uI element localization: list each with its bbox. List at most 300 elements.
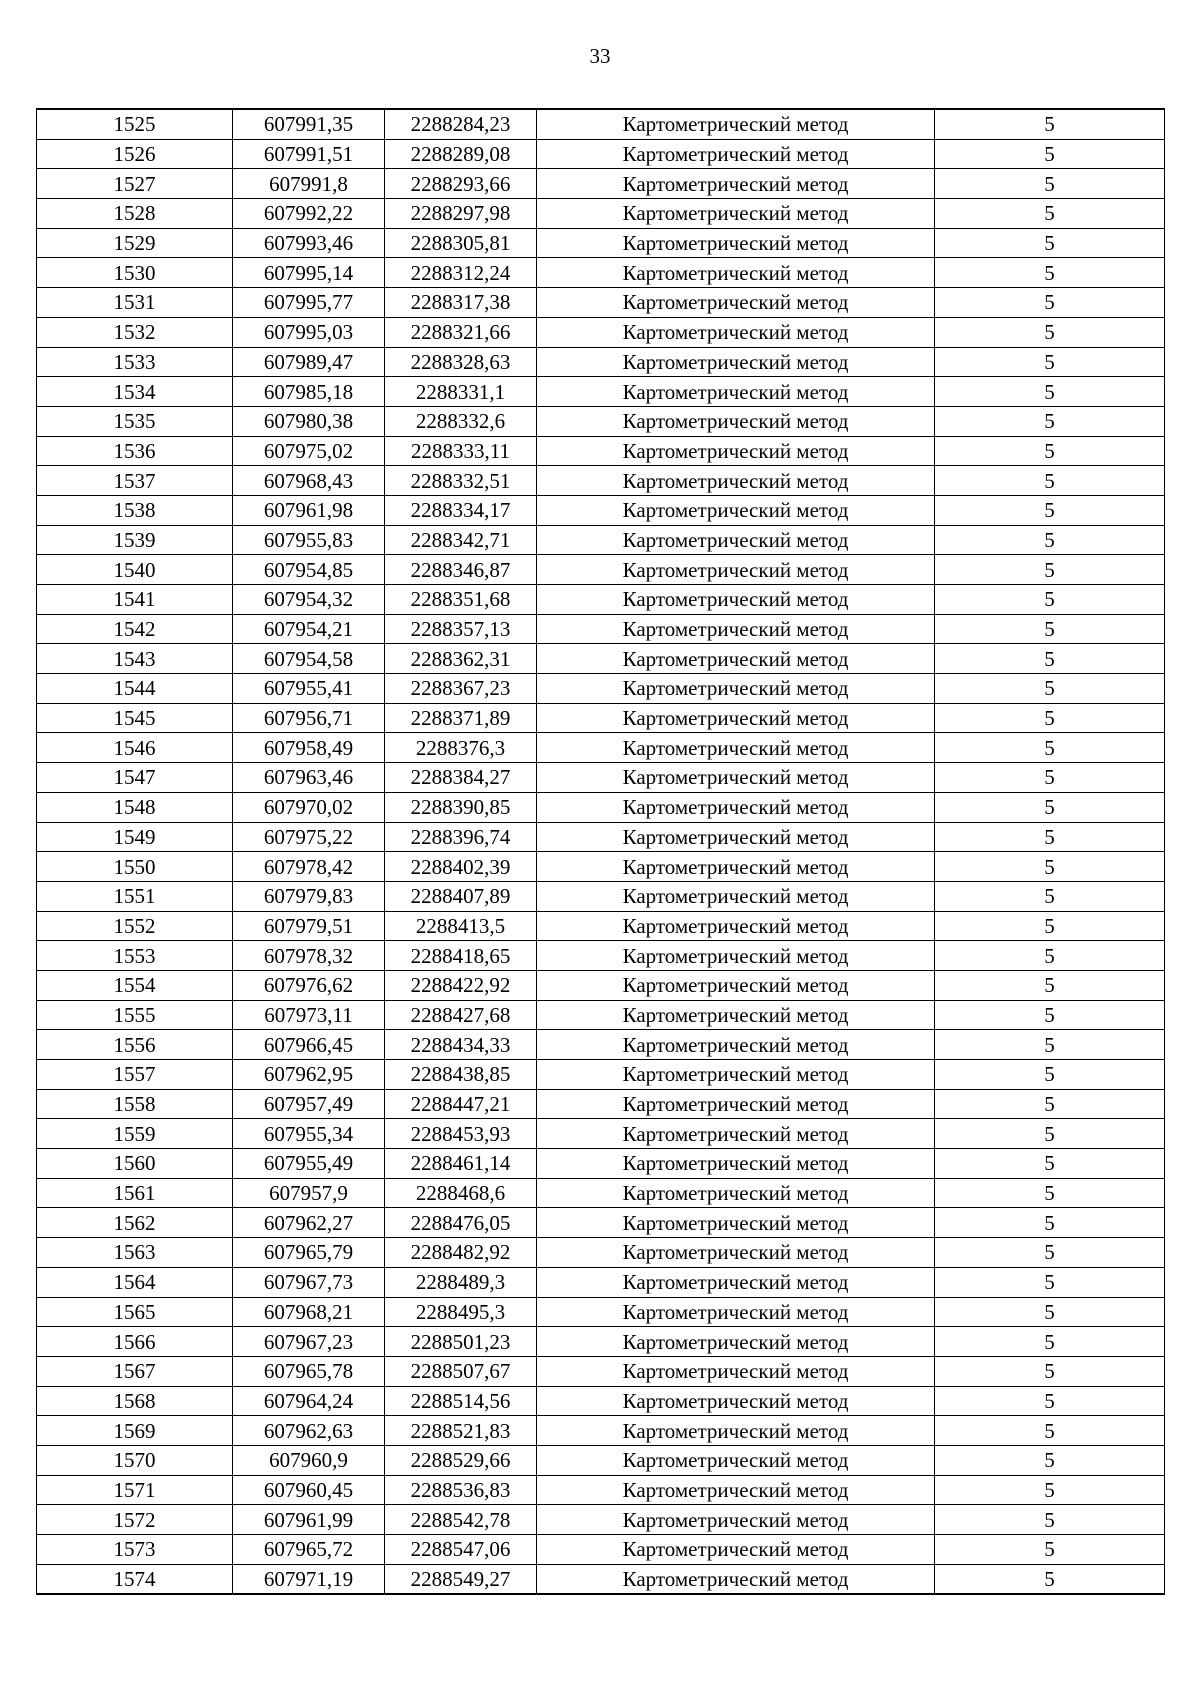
- accuracy-cell: 5: [935, 228, 1165, 258]
- table-row: [37, 1327, 1165, 1357]
- accuracy-cell: 5: [935, 970, 1165, 1000]
- x-coordinate-cell: 607955,49: [233, 1149, 385, 1179]
- method-cell: Картометрический метод: [537, 1267, 935, 1297]
- point-number-cell: 1551: [37, 881, 233, 911]
- method-cell: Картометрический метод: [537, 1535, 935, 1565]
- point-number-cell: 1570: [37, 1445, 233, 1475]
- y-coordinate-cell: 2288357,13: [385, 614, 537, 644]
- y-coordinate-cell: 2288495,3: [385, 1297, 537, 1327]
- method-cell: Картометрический метод: [537, 1356, 935, 1386]
- x-coordinate-cell: 607973,11: [233, 1000, 385, 1030]
- accuracy-cell: 5: [935, 1178, 1165, 1208]
- y-coordinate-cell: 2288427,68: [385, 1000, 537, 1030]
- method-cell: Картометрический метод: [537, 436, 935, 466]
- accuracy-cell: 5: [935, 555, 1165, 585]
- table-row: [37, 1267, 1165, 1297]
- accuracy-cell: 5: [935, 614, 1165, 644]
- point-number-cell: 1528: [37, 199, 233, 229]
- x-coordinate-cell: 607954,32: [233, 585, 385, 615]
- y-coordinate-cell: 2288333,11: [385, 436, 537, 466]
- table-row: [37, 1356, 1165, 1386]
- method-cell: Картометрический метод: [537, 1327, 935, 1357]
- point-number-cell: 1573: [37, 1535, 233, 1565]
- method-cell: Картометрический метод: [537, 555, 935, 585]
- table-row: [37, 317, 1165, 347]
- method-cell: Картометрический метод: [537, 585, 935, 615]
- point-number-cell: 1535: [37, 406, 233, 436]
- table-row: [37, 1535, 1165, 1565]
- table-row: [37, 1030, 1165, 1060]
- table-row: [37, 288, 1165, 318]
- coordinates-table: [36, 108, 1165, 1595]
- table-row: [37, 139, 1165, 169]
- x-coordinate-cell: 607978,32: [233, 941, 385, 971]
- method-cell: Картометрический метод: [537, 1119, 935, 1149]
- method-cell: Картометрический метод: [537, 258, 935, 288]
- y-coordinate-cell: 2288312,24: [385, 258, 537, 288]
- x-coordinate-cell: 607957,9: [233, 1178, 385, 1208]
- table-row: [37, 199, 1165, 229]
- point-number-cell: 1557: [37, 1060, 233, 1090]
- table-row: [37, 1564, 1165, 1594]
- point-number-cell: 1574: [37, 1564, 233, 1594]
- table-row: [37, 109, 1165, 139]
- table-row: [37, 703, 1165, 733]
- point-number-cell: 1553: [37, 941, 233, 971]
- y-coordinate-cell: 2288549,27: [385, 1564, 537, 1594]
- y-coordinate-cell: 2288461,14: [385, 1149, 537, 1179]
- accuracy-cell: 5: [935, 436, 1165, 466]
- point-number-cell: 1538: [37, 495, 233, 525]
- x-coordinate-cell: 607960,45: [233, 1475, 385, 1505]
- x-coordinate-cell: 607955,41: [233, 674, 385, 704]
- x-coordinate-cell: 607975,22: [233, 822, 385, 852]
- table-row: [37, 852, 1165, 882]
- method-cell: Картометрический метод: [537, 614, 935, 644]
- y-coordinate-cell: 2288407,89: [385, 881, 537, 911]
- x-coordinate-cell: 607954,58: [233, 644, 385, 674]
- table-row: [37, 970, 1165, 1000]
- y-coordinate-cell: 2288447,21: [385, 1089, 537, 1119]
- accuracy-cell: 5: [935, 1267, 1165, 1297]
- accuracy-cell: 5: [935, 733, 1165, 763]
- accuracy-cell: 5: [935, 347, 1165, 377]
- table-row: [37, 585, 1165, 615]
- x-coordinate-cell: 607991,35: [233, 109, 385, 139]
- method-cell: Картометрический метод: [537, 1475, 935, 1505]
- table-row: [37, 1178, 1165, 1208]
- method-cell: Картометрический метод: [537, 1297, 935, 1327]
- table-row: [37, 792, 1165, 822]
- table-row: [37, 436, 1165, 466]
- accuracy-cell: 5: [935, 109, 1165, 139]
- method-cell: Картометрический метод: [537, 1386, 935, 1416]
- accuracy-cell: 5: [935, 525, 1165, 555]
- point-number-cell: 1537: [37, 466, 233, 496]
- accuracy-cell: 5: [935, 1327, 1165, 1357]
- table-row: [37, 674, 1165, 704]
- accuracy-cell: 5: [935, 1386, 1165, 1416]
- accuracy-cell: 5: [935, 1208, 1165, 1238]
- accuracy-cell: 5: [935, 881, 1165, 911]
- method-cell: Картометрический метод: [537, 1416, 935, 1446]
- point-number-cell: 1532: [37, 317, 233, 347]
- accuracy-cell: 5: [935, 1445, 1165, 1475]
- table-row: [37, 525, 1165, 555]
- y-coordinate-cell: 2288547,06: [385, 1535, 537, 1565]
- point-number-cell: 1558: [37, 1089, 233, 1119]
- table-row: [37, 763, 1165, 793]
- y-coordinate-cell: 2288521,83: [385, 1416, 537, 1446]
- x-coordinate-cell: 607976,62: [233, 970, 385, 1000]
- x-coordinate-cell: 607957,49: [233, 1089, 385, 1119]
- x-coordinate-cell: 607968,43: [233, 466, 385, 496]
- y-coordinate-cell: 2288482,92: [385, 1238, 537, 1268]
- table-row: [37, 881, 1165, 911]
- point-number-cell: 1569: [37, 1416, 233, 1446]
- point-number-cell: 1533: [37, 347, 233, 377]
- y-coordinate-cell: 2288384,27: [385, 763, 537, 793]
- method-cell: Картометрический метод: [537, 1149, 935, 1179]
- accuracy-cell: 5: [935, 466, 1165, 496]
- method-cell: Картометрический метод: [537, 139, 935, 169]
- x-coordinate-cell: 607980,38: [233, 406, 385, 436]
- point-number-cell: 1564: [37, 1267, 233, 1297]
- y-coordinate-cell: 2288293,66: [385, 169, 537, 199]
- y-coordinate-cell: 2288476,05: [385, 1208, 537, 1238]
- accuracy-cell: 5: [935, 644, 1165, 674]
- method-cell: Картометрический метод: [537, 1208, 935, 1238]
- table-row: [37, 1475, 1165, 1505]
- x-coordinate-cell: 607954,21: [233, 614, 385, 644]
- y-coordinate-cell: 2288514,56: [385, 1386, 537, 1416]
- point-number-cell: 1554: [37, 970, 233, 1000]
- table-row: [37, 1445, 1165, 1475]
- point-number-cell: 1534: [37, 377, 233, 407]
- y-coordinate-cell: 2288501,23: [385, 1327, 537, 1357]
- method-cell: Картометрический метод: [537, 941, 935, 971]
- table-row: [37, 228, 1165, 258]
- table-row: [37, 733, 1165, 763]
- method-cell: Картометрический метод: [537, 674, 935, 704]
- method-cell: Картометрический метод: [537, 1060, 935, 1090]
- table-row: [37, 1119, 1165, 1149]
- method-cell: Картометрический метод: [537, 317, 935, 347]
- accuracy-cell: 5: [935, 199, 1165, 229]
- table-row: [37, 1060, 1165, 1090]
- point-number-cell: 1562: [37, 1208, 233, 1238]
- y-coordinate-cell: 2288332,6: [385, 406, 537, 436]
- table-row: [37, 822, 1165, 852]
- point-number-cell: 1530: [37, 258, 233, 288]
- y-coordinate-cell: 2288402,39: [385, 852, 537, 882]
- accuracy-cell: 5: [935, 852, 1165, 882]
- x-coordinate-cell: 607995,14: [233, 258, 385, 288]
- method-cell: Картометрический метод: [537, 169, 935, 199]
- point-number-cell: 1527: [37, 169, 233, 199]
- accuracy-cell: 5: [935, 1356, 1165, 1386]
- y-coordinate-cell: 2288542,78: [385, 1505, 537, 1535]
- y-coordinate-cell: 2288346,87: [385, 555, 537, 585]
- accuracy-cell: 5: [935, 674, 1165, 704]
- table-row: [37, 1386, 1165, 1416]
- method-cell: Картометрический метод: [537, 109, 935, 139]
- accuracy-cell: 5: [935, 1149, 1165, 1179]
- accuracy-cell: 5: [935, 703, 1165, 733]
- accuracy-cell: 5: [935, 1475, 1165, 1505]
- x-coordinate-cell: 607968,21: [233, 1297, 385, 1327]
- point-number-cell: 1571: [37, 1475, 233, 1505]
- y-coordinate-cell: 2288422,92: [385, 970, 537, 1000]
- method-cell: Картометрический метод: [537, 525, 935, 555]
- accuracy-cell: 5: [935, 941, 1165, 971]
- method-cell: Картометрический метод: [537, 288, 935, 318]
- table-row: [37, 644, 1165, 674]
- method-cell: Картометрический метод: [537, 911, 935, 941]
- y-coordinate-cell: 2288507,67: [385, 1356, 537, 1386]
- x-coordinate-cell: 607958,49: [233, 733, 385, 763]
- point-number-cell: 1542: [37, 614, 233, 644]
- accuracy-cell: 5: [935, 911, 1165, 941]
- table-row: [37, 1149, 1165, 1179]
- method-cell: Картометрический метод: [537, 703, 935, 733]
- x-coordinate-cell: 607965,72: [233, 1535, 385, 1565]
- y-coordinate-cell: 2288284,23: [385, 109, 537, 139]
- x-coordinate-cell: 607965,79: [233, 1238, 385, 1268]
- x-coordinate-cell: 607970,02: [233, 792, 385, 822]
- method-cell: Картометрический метод: [537, 733, 935, 763]
- table-row: [37, 1238, 1165, 1268]
- table-row: [37, 941, 1165, 971]
- method-cell: Картометрический метод: [537, 792, 935, 822]
- method-cell: Картометрический метод: [537, 199, 935, 229]
- point-number-cell: 1526: [37, 139, 233, 169]
- accuracy-cell: 5: [935, 495, 1165, 525]
- page-number: 33: [589, 44, 611, 68]
- method-cell: Картометрический метод: [537, 1505, 935, 1535]
- y-coordinate-cell: 2288289,08: [385, 139, 537, 169]
- table-row: [37, 1505, 1165, 1535]
- accuracy-cell: 5: [935, 585, 1165, 615]
- y-coordinate-cell: 2288413,5: [385, 911, 537, 941]
- accuracy-cell: 5: [935, 1000, 1165, 1030]
- y-coordinate-cell: 2288351,68: [385, 585, 537, 615]
- accuracy-cell: 5: [935, 258, 1165, 288]
- x-coordinate-cell: 607992,22: [233, 199, 385, 229]
- accuracy-cell: 5: [935, 1297, 1165, 1327]
- table-row: [37, 1297, 1165, 1327]
- method-cell: Картометрический метод: [537, 1030, 935, 1060]
- y-coordinate-cell: 2288390,85: [385, 792, 537, 822]
- point-number-cell: 1572: [37, 1505, 233, 1535]
- point-number-cell: 1531: [37, 288, 233, 318]
- point-number-cell: 1549: [37, 822, 233, 852]
- y-coordinate-cell: 2288321,66: [385, 317, 537, 347]
- accuracy-cell: 5: [935, 1089, 1165, 1119]
- table-row: [37, 258, 1165, 288]
- table-row: [37, 377, 1165, 407]
- x-coordinate-cell: 607961,99: [233, 1505, 385, 1535]
- y-coordinate-cell: 2288396,74: [385, 822, 537, 852]
- accuracy-cell: 5: [935, 763, 1165, 793]
- x-coordinate-cell: 607979,51: [233, 911, 385, 941]
- accuracy-cell: 5: [935, 1060, 1165, 1090]
- y-coordinate-cell: 2288453,93: [385, 1119, 537, 1149]
- point-number-cell: 1547: [37, 763, 233, 793]
- table-row: [37, 614, 1165, 644]
- point-number-cell: 1550: [37, 852, 233, 882]
- x-coordinate-cell: 607966,45: [233, 1030, 385, 1060]
- y-coordinate-cell: 2288371,89: [385, 703, 537, 733]
- x-coordinate-cell: 607960,9: [233, 1445, 385, 1475]
- point-number-cell: 1536: [37, 436, 233, 466]
- accuracy-cell: 5: [935, 1505, 1165, 1535]
- x-coordinate-cell: 607995,77: [233, 288, 385, 318]
- table-row: [37, 347, 1165, 377]
- x-coordinate-cell: 607967,23: [233, 1327, 385, 1357]
- x-coordinate-cell: 607971,19: [233, 1564, 385, 1594]
- x-coordinate-cell: 607961,98: [233, 495, 385, 525]
- y-coordinate-cell: 2288468,6: [385, 1178, 537, 1208]
- point-number-cell: 1543: [37, 644, 233, 674]
- point-number-cell: 1568: [37, 1386, 233, 1416]
- method-cell: Картометрический метод: [537, 881, 935, 911]
- x-coordinate-cell: 607978,42: [233, 852, 385, 882]
- point-number-cell: 1559: [37, 1119, 233, 1149]
- y-coordinate-cell: 2288434,33: [385, 1030, 537, 1060]
- point-number-cell: 1544: [37, 674, 233, 704]
- accuracy-cell: 5: [935, 1535, 1165, 1565]
- x-coordinate-cell: 607955,83: [233, 525, 385, 555]
- accuracy-cell: 5: [935, 406, 1165, 436]
- table-row: [37, 495, 1165, 525]
- accuracy-cell: 5: [935, 288, 1165, 318]
- table-row: [37, 466, 1165, 496]
- accuracy-cell: 5: [935, 1030, 1165, 1060]
- accuracy-cell: 5: [935, 1564, 1165, 1594]
- y-coordinate-cell: 2288367,23: [385, 674, 537, 704]
- method-cell: Картометрический метод: [537, 1238, 935, 1268]
- x-coordinate-cell: 607989,47: [233, 347, 385, 377]
- accuracy-cell: 5: [935, 792, 1165, 822]
- x-coordinate-cell: 607979,83: [233, 881, 385, 911]
- x-coordinate-cell: 607964,24: [233, 1386, 385, 1416]
- x-coordinate-cell: 607967,73: [233, 1267, 385, 1297]
- point-number-cell: 1545: [37, 703, 233, 733]
- x-coordinate-cell: 607991,51: [233, 139, 385, 169]
- method-cell: Картометрический метод: [537, 1564, 935, 1594]
- x-coordinate-cell: 607954,85: [233, 555, 385, 585]
- method-cell: Картометрический метод: [537, 1178, 935, 1208]
- accuracy-cell: 5: [935, 139, 1165, 169]
- point-number-cell: 1565: [37, 1297, 233, 1327]
- point-number-cell: 1555: [37, 1000, 233, 1030]
- y-coordinate-cell: 2288342,71: [385, 525, 537, 555]
- y-coordinate-cell: 2288317,38: [385, 288, 537, 318]
- y-coordinate-cell: 2288305,81: [385, 228, 537, 258]
- accuracy-cell: 5: [935, 1416, 1165, 1446]
- method-cell: Картометрический метод: [537, 228, 935, 258]
- x-coordinate-cell: 607962,27: [233, 1208, 385, 1238]
- method-cell: Картометрический метод: [537, 377, 935, 407]
- y-coordinate-cell: 2288331,1: [385, 377, 537, 407]
- x-coordinate-cell: 607962,95: [233, 1060, 385, 1090]
- point-number-cell: 1561: [37, 1178, 233, 1208]
- x-coordinate-cell: 607963,46: [233, 763, 385, 793]
- table-row: [37, 1089, 1165, 1119]
- accuracy-cell: 5: [935, 377, 1165, 407]
- method-cell: Картометрический метод: [537, 466, 935, 496]
- point-number-cell: 1566: [37, 1327, 233, 1357]
- x-coordinate-cell: 607995,03: [233, 317, 385, 347]
- x-coordinate-cell: 607991,8: [233, 169, 385, 199]
- method-cell: Картометрический метод: [537, 1445, 935, 1475]
- point-number-cell: 1529: [37, 228, 233, 258]
- point-number-cell: 1567: [37, 1356, 233, 1386]
- accuracy-cell: 5: [935, 317, 1165, 347]
- accuracy-cell: 5: [935, 1119, 1165, 1149]
- x-coordinate-cell: 607965,78: [233, 1356, 385, 1386]
- y-coordinate-cell: 2288536,83: [385, 1475, 537, 1505]
- method-cell: Картометрический метод: [537, 406, 935, 436]
- method-cell: Картометрический метод: [537, 970, 935, 1000]
- y-coordinate-cell: 2288529,66: [385, 1445, 537, 1475]
- y-coordinate-cell: 2288362,31: [385, 644, 537, 674]
- point-number-cell: 1541: [37, 585, 233, 615]
- method-cell: Картометрический метод: [537, 852, 935, 882]
- x-coordinate-cell: 607975,02: [233, 436, 385, 466]
- y-coordinate-cell: 2288334,17: [385, 495, 537, 525]
- table-row: [37, 1000, 1165, 1030]
- point-number-cell: 1552: [37, 911, 233, 941]
- point-number-cell: 1563: [37, 1238, 233, 1268]
- method-cell: Картометрический метод: [537, 822, 935, 852]
- x-coordinate-cell: 607956,71: [233, 703, 385, 733]
- table-row: [37, 169, 1165, 199]
- accuracy-cell: 5: [935, 1238, 1165, 1268]
- method-cell: Картометрический метод: [537, 347, 935, 377]
- coordinates-table-body: [37, 109, 1165, 1594]
- point-number-cell: 1548: [37, 792, 233, 822]
- method-cell: Картометрический метод: [537, 644, 935, 674]
- method-cell: Картометрический метод: [537, 1089, 935, 1119]
- point-number-cell: 1546: [37, 733, 233, 763]
- table-row: [37, 555, 1165, 585]
- x-coordinate-cell: 607985,18: [233, 377, 385, 407]
- method-cell: Картометрический метод: [537, 495, 935, 525]
- x-coordinate-cell: 607955,34: [233, 1119, 385, 1149]
- method-cell: Картометрический метод: [537, 763, 935, 793]
- point-number-cell: 1539: [37, 525, 233, 555]
- y-coordinate-cell: 2288328,63: [385, 347, 537, 377]
- point-number-cell: 1560: [37, 1149, 233, 1179]
- table-row: [37, 1416, 1165, 1446]
- table-row: [37, 911, 1165, 941]
- table-row: [37, 406, 1165, 436]
- accuracy-cell: 5: [935, 169, 1165, 199]
- y-coordinate-cell: 2288376,3: [385, 733, 537, 763]
- point-number-cell: 1525: [37, 109, 233, 139]
- y-coordinate-cell: 2288438,85: [385, 1060, 537, 1090]
- x-coordinate-cell: 607962,63: [233, 1416, 385, 1446]
- table-row: [37, 1208, 1165, 1238]
- point-number-cell: 1556: [37, 1030, 233, 1060]
- accuracy-cell: 5: [935, 822, 1165, 852]
- y-coordinate-cell: 2288418,65: [385, 941, 537, 971]
- y-coordinate-cell: 2288489,3: [385, 1267, 537, 1297]
- point-number-cell: 1540: [37, 555, 233, 585]
- y-coordinate-cell: 2288297,98: [385, 199, 537, 229]
